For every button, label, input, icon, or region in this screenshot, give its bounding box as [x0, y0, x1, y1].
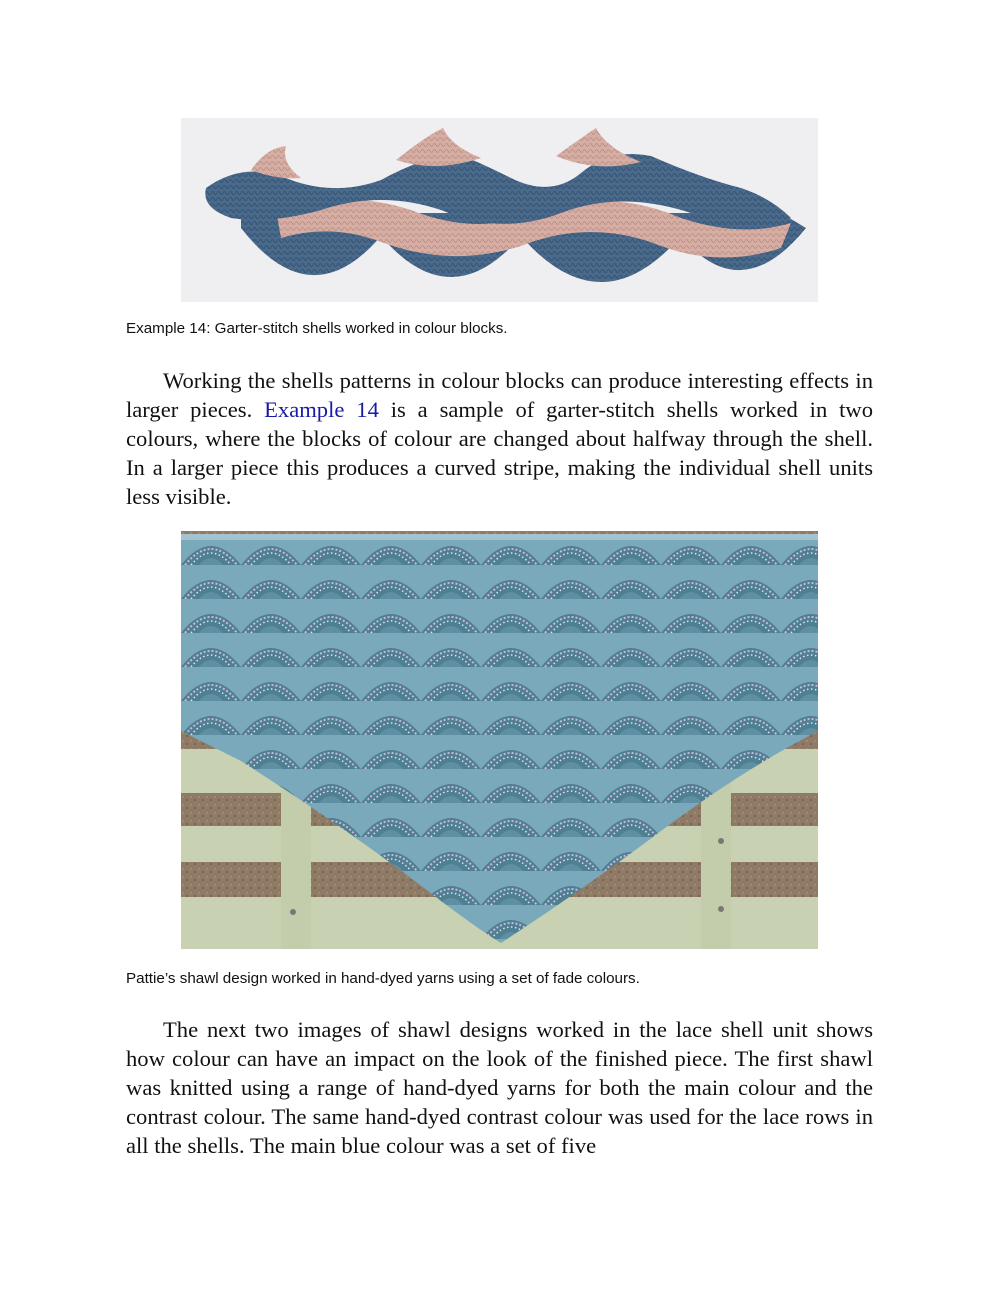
paragraph-text: Working the shells patterns in colour blocks can produce interesting effects in larger pieces. — [126, 368, 873, 422]
shawl-photo — [181, 531, 818, 949]
garter-shells-image — [181, 118, 818, 302]
lace-shawl-image — [181, 531, 818, 949]
paragraph-text: is a sample of garter-stitch shells worked in two colours, where the blocks of colour are changed about halfway through the shell. In a larger piece this produces a curved stripe, making the individual shell units less visible. — [126, 397, 873, 509]
example-14-link[interactable]: Example 14 — [264, 397, 379, 422]
body-paragraph — [126, 366, 873, 511]
figure-caption: Pattie’s shawl design worked in hand-dyed yarns using a set of fade colours. — [126, 970, 640, 987]
garter-shells-photo — [181, 118, 818, 302]
figure-caption: Example 14: Garter-stitch shells worked in colour blocks. — [126, 320, 508, 337]
body-paragraph: The next two images of shawl designs worked in the lace shell unit shows how colour can have an impact on the look of the finished piece. The first shawl was knitted using a range of hand-dyed yarns for both the main colour and the contrast colour. The same hand-dyed contrast colour was used for the lace rows in all the shells. The main blue colour was a set of five — [126, 1017, 873, 1158]
